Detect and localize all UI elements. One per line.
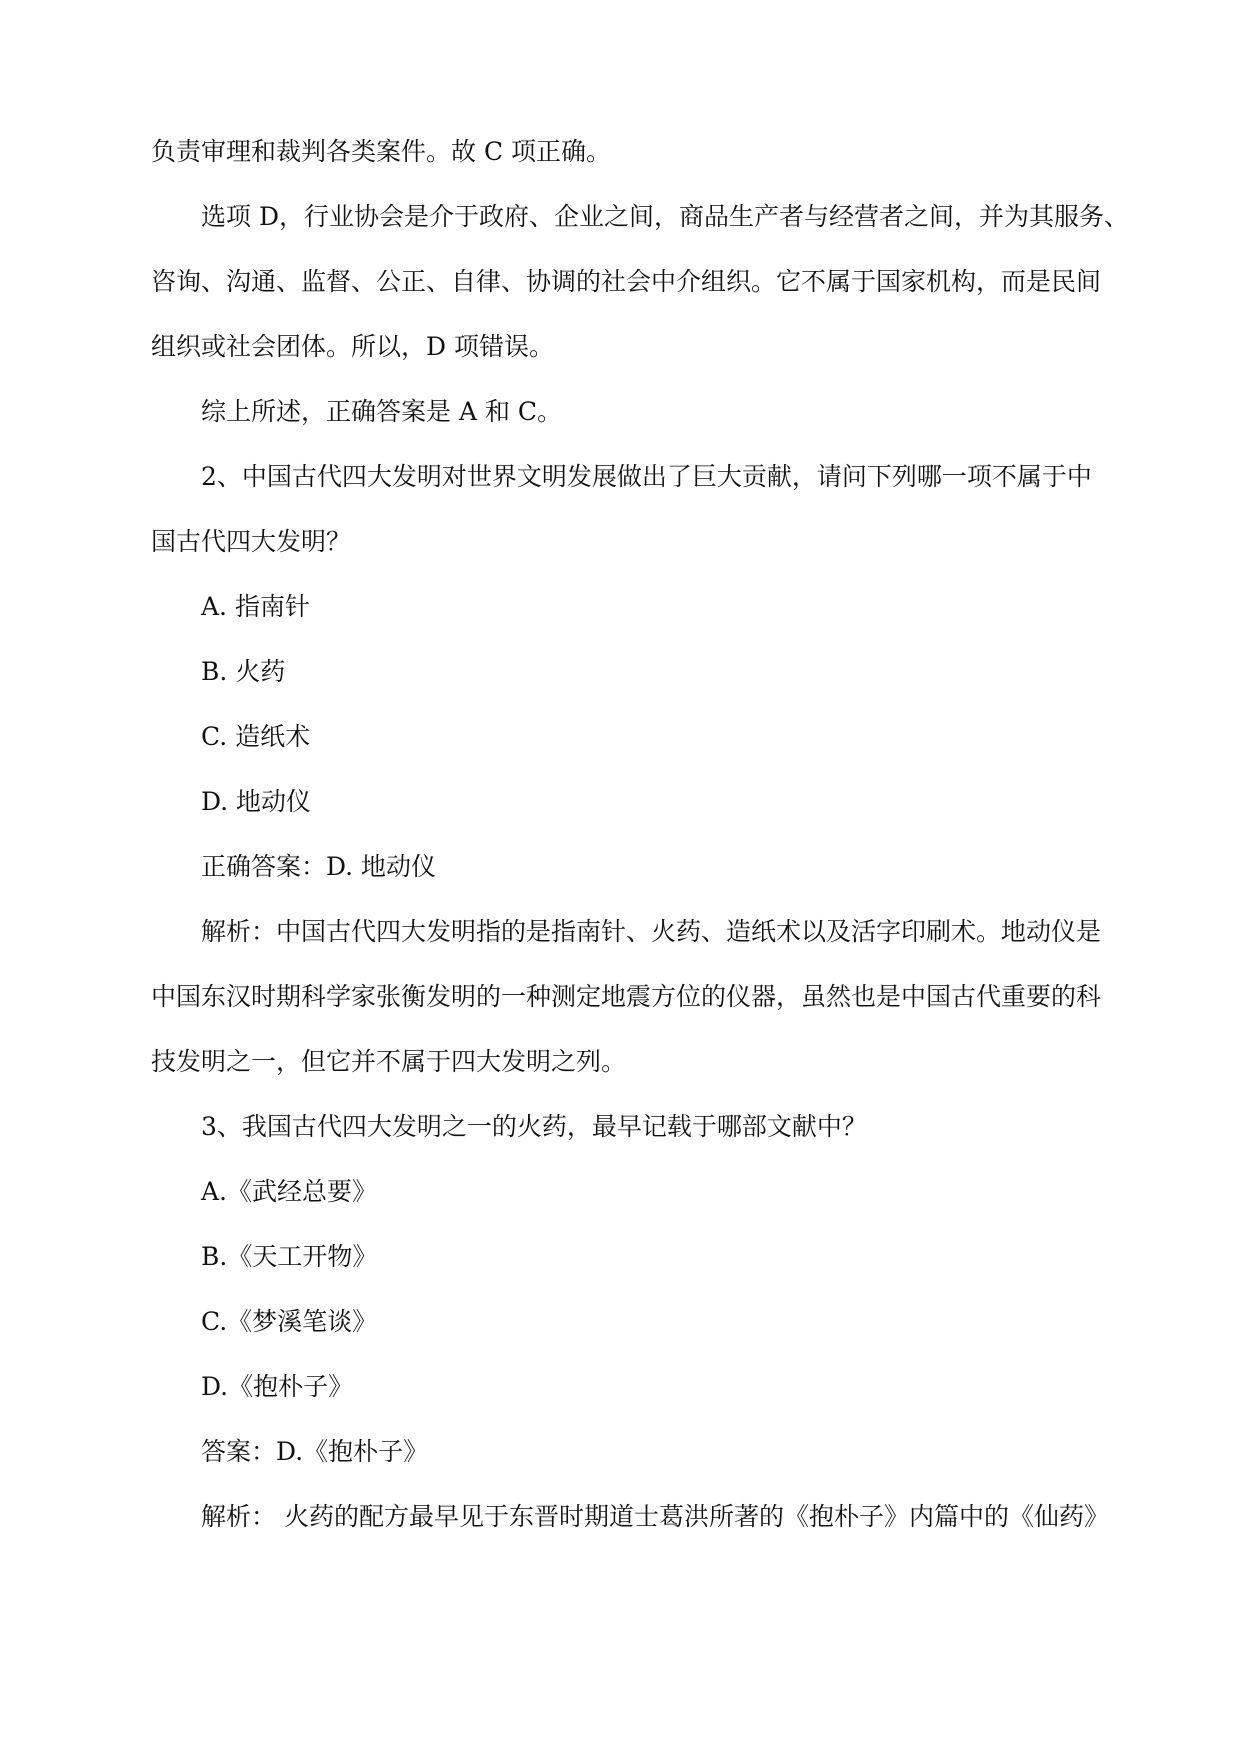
text-line: D. 地动仪 [201, 787, 312, 816]
text-line: 综上所述，正确答案是 A 和 C。 [201, 397, 563, 426]
text-line: 解析： 火药的配方最早见于东晋时期道士葛洪所著的《抱朴子》内篇中的《仙药》 [201, 1502, 1109, 1531]
paragraph [151, 461, 1111, 558]
text-line: 负责审理和裁判各类案件。故 C 项正确。 [151, 137, 612, 166]
paragraph [151, 916, 1111, 1078]
paragraph [151, 136, 1111, 168]
text-line: B. 火药 [201, 657, 286, 686]
paragraph [151, 1371, 1111, 1403]
text-line: 3、我国古代四大发明之一的火药，最早记载于哪部文献中？ [201, 1112, 867, 1141]
paragraph [151, 591, 1111, 623]
text-line: 答案：D.《抱朴子》 [201, 1437, 429, 1466]
text-line: C. 造纸术 [201, 722, 311, 751]
paragraph [151, 1176, 1111, 1208]
paragraph [151, 1241, 1111, 1273]
text-line: B.《天工开物》 [201, 1242, 378, 1271]
document-body [151, 136, 1129, 1533]
paragraph [151, 396, 1111, 428]
paragraph [151, 1436, 1111, 1468]
paragraph [151, 786, 1111, 818]
paragraph [151, 1306, 1111, 1338]
text-line: A. 指南针 [201, 592, 310, 621]
text-line: 技发明之一，但它并不属于四大发明之列。 [151, 1047, 627, 1076]
text-line: 国古代四大发明？ [151, 527, 352, 556]
paragraph [151, 1111, 1111, 1143]
text-line: 正确答案：D. 地动仪 [201, 852, 437, 881]
text-line: C.《梦溪笔谈》 [201, 1307, 378, 1336]
text-line: 2、中国古代四大发明对世界文明发展做出了巨大贡献，请问下列哪一项不属于中 [201, 462, 1092, 491]
paragraph [151, 721, 1111, 753]
paragraph [151, 851, 1111, 883]
text-line: 组织或社会团体。所以，D 项错误。 [151, 332, 554, 361]
text-line: 选项 D，行业协会是介于政府、企业之间，商品生产者与经营者之间，并为其服务、 [201, 202, 1129, 231]
paragraph [151, 201, 1129, 363]
text-line: 解析：中国古代四大发明指的是指南针、火药、造纸术以及活字印刷术。地动仪是 [201, 917, 1102, 946]
text-line: 咨询、沟通、监督、公正、自律、协调的社会中介组织。它不属于国家机构，而是民间 [151, 267, 1102, 296]
paragraph [151, 1501, 1111, 1533]
text-line: D.《抱朴子》 [201, 1372, 354, 1401]
text-line: 中国东汉时期科学家张衡发明的一种测定地震方位的仪器，虽然也是中国古代重要的科 [151, 982, 1102, 1011]
paragraph [151, 656, 1111, 688]
text-line: A.《武经总要》 [201, 1177, 378, 1206]
